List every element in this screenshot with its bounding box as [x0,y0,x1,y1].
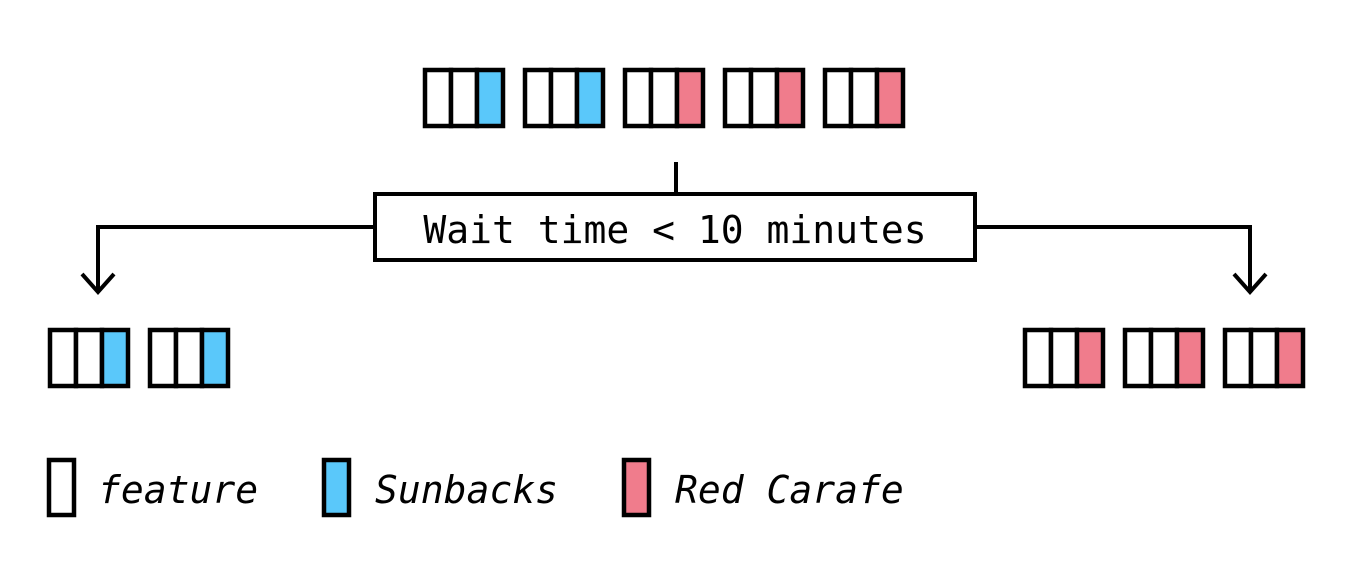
record-feature-cell [1251,330,1277,386]
record-feature-cell [1051,330,1077,386]
record-feature-cell [451,70,477,126]
record-feature-cell [1151,330,1177,386]
legend-item-feature [49,460,258,515]
record-feature-cell [150,330,176,386]
record-feature-cell [1225,330,1251,386]
record-class-cell-red-carafe [677,70,703,126]
root-record-4 [725,70,803,126]
record-feature-cell [1025,330,1051,386]
legend-swatch-sunbacks [324,460,349,515]
record-class-cell-red-carafe [1177,330,1203,386]
legend-item-red-carafe [624,460,904,515]
legend-label-feature: feature [98,468,259,512]
root-record-3 [625,70,703,126]
right-record-2 [1125,330,1203,386]
legend-item-sunbacks [324,460,558,515]
record-feature-cell [825,70,851,126]
record-feature-cell [625,70,651,126]
record-feature-cell [725,70,751,126]
record-class-cell-sunbacks [202,330,228,386]
root-records [425,70,903,126]
record-class-cell-red-carafe [777,70,803,126]
decision-node [375,194,975,260]
root-record-1 [425,70,503,126]
legend [49,460,904,515]
legend-label-red-carafe: Red Carafe [675,468,904,512]
left-branch-records [50,330,228,386]
right-branch-records [1025,330,1303,386]
record-class-cell-red-carafe [1077,330,1103,386]
record-feature-cell [551,70,577,126]
record-feature-cell [176,330,202,386]
record-feature-cell [525,70,551,126]
legend-swatch-red-carafe [624,460,649,515]
record-feature-cell [76,330,102,386]
record-feature-cell [751,70,777,126]
decision-label: Wait time < 10 minutes [423,208,927,252]
root-record-5 [825,70,903,126]
right-record-1 [1025,330,1103,386]
record-class-cell-sunbacks [102,330,128,386]
record-class-cell-sunbacks [577,70,603,126]
root-record-2 [525,70,603,126]
left-record-1 [50,330,128,386]
record-class-cell-red-carafe [1277,330,1303,386]
record-feature-cell [851,70,877,126]
record-feature-cell [1125,330,1151,386]
record-feature-cell [425,70,451,126]
left-record-2 [150,330,228,386]
right-record-3 [1225,330,1303,386]
record-feature-cell [651,70,677,126]
record-feature-cell [50,330,76,386]
right-branch-line [975,227,1250,292]
record-class-cell-red-carafe [877,70,903,126]
record-class-cell-sunbacks [477,70,503,126]
left-branch-line [98,227,375,292]
legend-label-sunbacks: Sunbacks [375,468,559,512]
legend-swatch-feature [49,460,74,515]
